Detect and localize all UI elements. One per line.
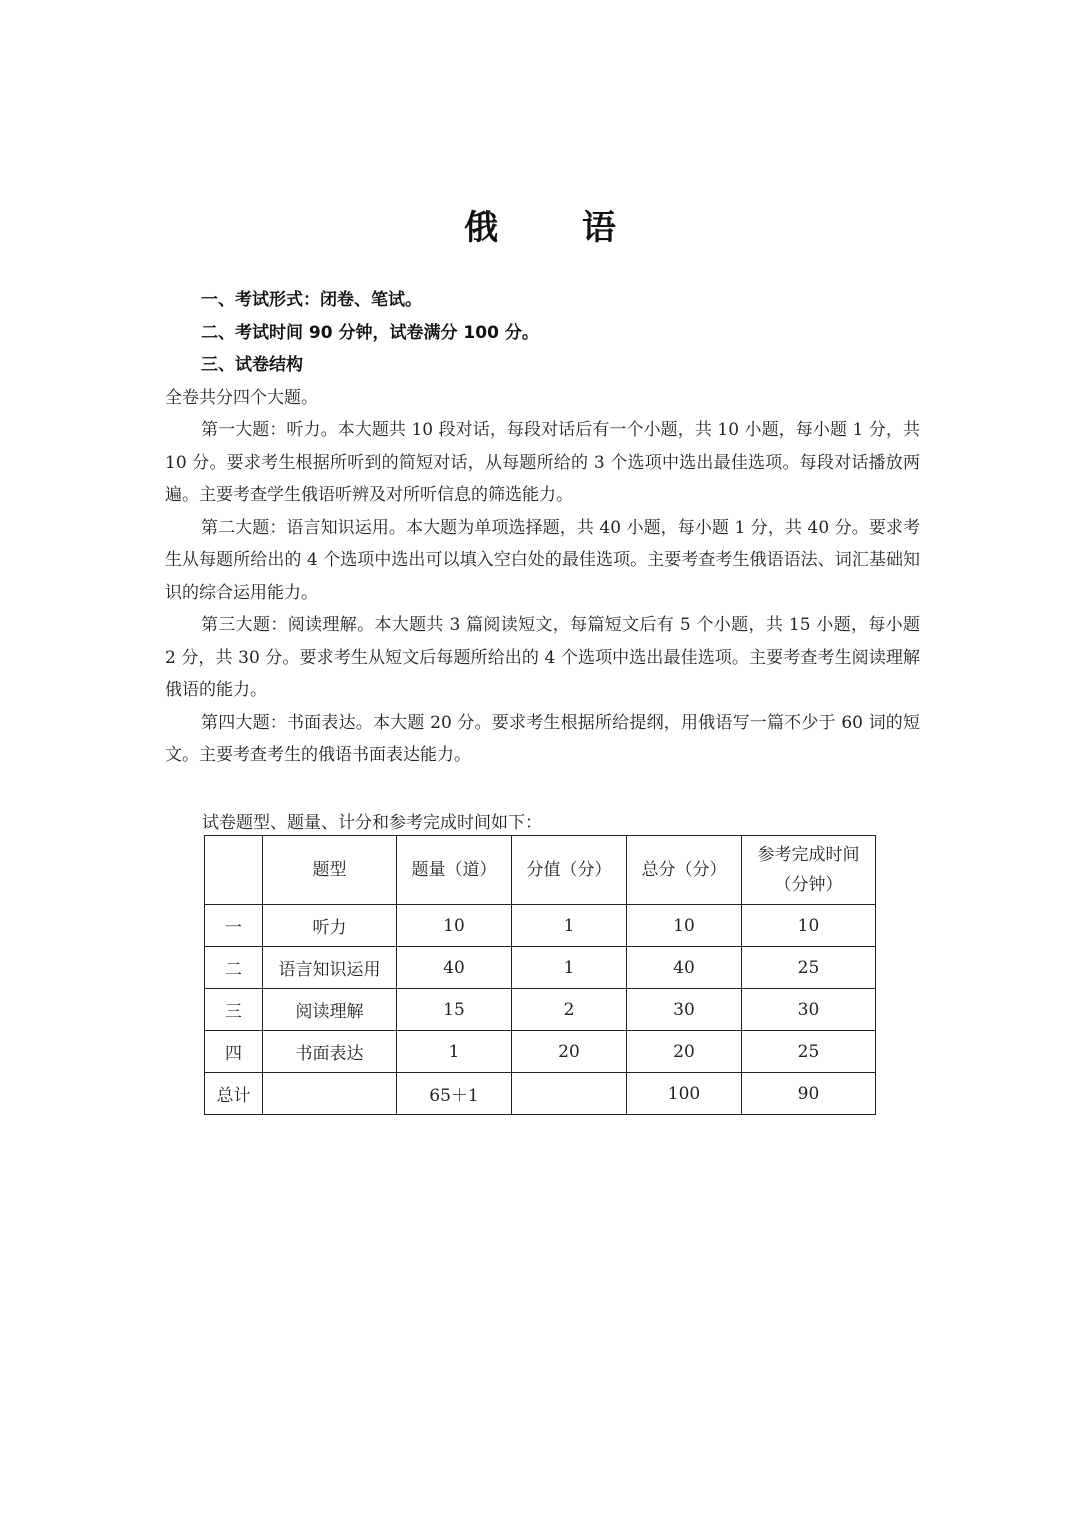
header-cell: 总分（分） — [627, 836, 742, 905]
table-row — [205, 905, 876, 947]
intro-paragraph: 全卷共分四个大题。 — [165, 387, 318, 408]
header-cell: 分值（分） — [512, 836, 627, 905]
table-cell: 1 — [512, 905, 627, 947]
header-cell: 题量（道） — [397, 836, 512, 905]
table-cell: 1 — [512, 947, 627, 989]
table-cell — [263, 1073, 397, 1115]
paragraph-writing: 第四大题：书面表达。本大题 20 分。要求考生根据所给提纲，用俄语写一篇不少于 60 词的短文。主要考查考生的俄语书面表达能力。 — [165, 712, 920, 765]
table-cell: 总计 — [205, 1073, 263, 1115]
table-cell: 30 — [627, 989, 742, 1031]
table-cell: 10 — [397, 905, 512, 947]
header-cell — [205, 836, 263, 905]
table-cell: 20 — [627, 1031, 742, 1073]
paragraph-listening: 第一大题：听力。本大题共 10 段对话，每段对话后有一个小题，共 10 小题，每小题 1 分，共 10 分。要求考生根据所听到的简短对话，从每题所给的 3 个选项中选出最佳选项。每段对话播放两遍。主要考查学生俄语听辨及对所听信息的筛选能力。 — [165, 420, 920, 505]
table-cell: 20 — [512, 1031, 627, 1073]
exam-structure-table — [204, 835, 876, 1115]
table-cell: 10 — [627, 905, 742, 947]
table-cell: 听力 — [263, 905, 397, 947]
table-cell: 15 — [397, 989, 512, 1031]
document-body — [165, 284, 920, 772]
heading-exam-time: 二、考试时间 90 分钟，试卷满分 100 分。 — [201, 322, 539, 343]
table-cell: 语言知识运用 — [263, 947, 397, 989]
page-title: 俄 语 — [464, 208, 652, 248]
header-cell — [742, 836, 876, 905]
table-cell: 1 — [397, 1031, 512, 1073]
table-row — [205, 947, 876, 989]
table-row — [205, 989, 876, 1031]
table-cell: 一 — [205, 905, 263, 947]
heading-paper-structure: 三、试卷结构 — [201, 355, 303, 375]
table-header-row — [205, 836, 876, 905]
table-cell: 阅读理解 — [263, 989, 397, 1031]
table-cell: 65＋1 — [397, 1073, 512, 1115]
table-cell: 25 — [742, 947, 876, 989]
table-cell — [512, 1073, 627, 1115]
header-cell: 题型 — [263, 836, 397, 905]
paragraph-reading: 第三大题：阅读理解。本大题共 3 篇阅读短文，每篇短文后有 5 个小题，共 15 小题，每小题 2 分，共 30 分。要求考生从短文后每题所给出的 4 个选项中选出最佳选项。主要考查考生阅读理解俄语的能力。 — [165, 615, 920, 700]
paragraph-language-knowledge: 第二大题：语言知识运用。本大题为单项选择题，共 40 小题，每小题 1 分，共 40 分。要求考生从每题所给出的 4 个选项中选出可以填入空白处的最佳选项。主要考查考生俄语语法、词汇基础知识的综合运用能力。 — [165, 517, 920, 603]
table-cell: 40 — [397, 947, 512, 989]
header-line: 参考完成时间 — [757, 845, 860, 865]
table-caption: 试卷题型、题量、计分和参考完成时间如下： — [202, 813, 542, 833]
header-line: （分钟） — [774, 875, 843, 895]
table-cell: 40 — [627, 947, 742, 989]
table-row — [205, 1031, 876, 1073]
table-cell: 25 — [742, 1031, 876, 1073]
table-cell: 10 — [742, 905, 876, 947]
table-cell: 三 — [205, 989, 263, 1031]
table-cell: 100 — [627, 1073, 742, 1115]
table-cell: 90 — [742, 1073, 876, 1115]
heading-exam-format: 一、考试形式：闭卷、笔试。 — [201, 290, 422, 310]
table-cell: 书面表达 — [263, 1031, 397, 1073]
table-cell: 30 — [742, 989, 876, 1031]
table-cell: 四 — [205, 1031, 263, 1073]
table-total-row — [205, 1073, 876, 1115]
table-cell: 二 — [205, 947, 263, 989]
table-cell: 2 — [512, 989, 627, 1031]
